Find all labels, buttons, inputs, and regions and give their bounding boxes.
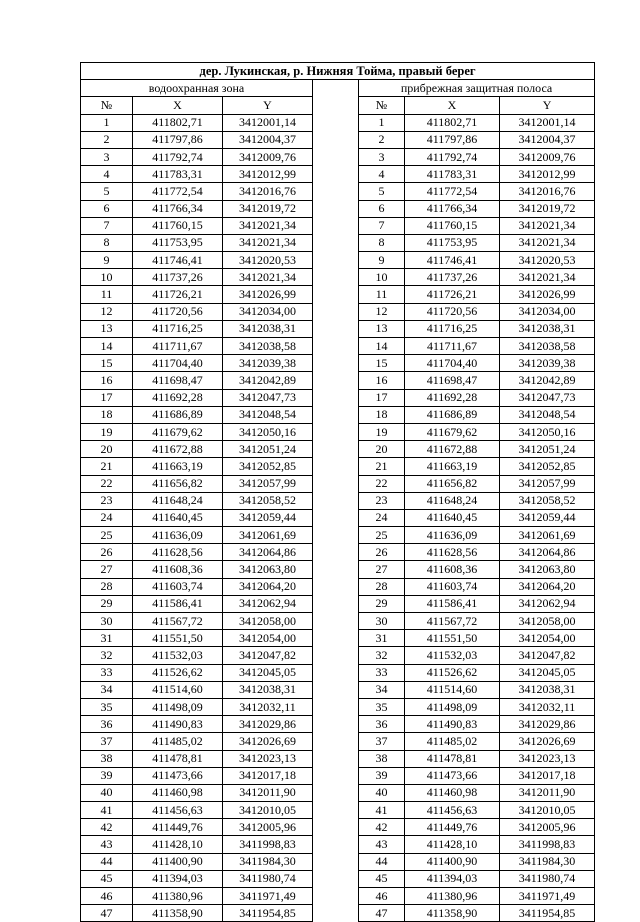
right-x-cell: 411716,25	[405, 320, 500, 337]
left-y-cell: 3412047,73	[223, 389, 313, 406]
right-y-cell: 3411954,85	[500, 905, 595, 922]
left-x-cell: 411498,09	[133, 698, 223, 715]
left-number-cell: 42	[81, 819, 133, 836]
right-x-cell: 411526,62	[405, 664, 500, 681]
right-y-cell: 3412012,99	[500, 166, 595, 183]
left-x-cell: 411737,26	[133, 269, 223, 286]
left-x-cell: 411656,82	[133, 475, 223, 492]
left-number-cell: 16	[81, 372, 133, 389]
left-number-cell: 23	[81, 492, 133, 509]
left-y-cell: 3412039,38	[223, 355, 313, 372]
left-y-cell: 3412062,94	[223, 595, 313, 612]
right-x-cell: 411648,24	[405, 492, 500, 509]
right-y-cell: 3412021,34	[500, 217, 595, 234]
left-y-cell: 3412034,00	[223, 303, 313, 320]
right-number-cell: 43	[359, 836, 405, 853]
left-x-cell: 411394,03	[133, 870, 223, 887]
left-x-cell: 411698,47	[133, 372, 223, 389]
left-y-cell: 3412064,86	[223, 544, 313, 561]
right-number-cell: 25	[359, 527, 405, 544]
right-number-cell: 22	[359, 475, 405, 492]
left-number-cell: 5	[81, 183, 133, 200]
left-y-cell: 3412042,89	[223, 372, 313, 389]
left-x-cell: 411586,41	[133, 595, 223, 612]
left-number-cell: 2	[81, 131, 133, 148]
left-number-cell: 20	[81, 441, 133, 458]
left-y-cell: 3412021,34	[223, 234, 313, 251]
right-number-cell: 14	[359, 338, 405, 355]
left-number-cell: 18	[81, 406, 133, 423]
right-y-cell: 3411984,30	[500, 853, 595, 870]
left-number-cell: 39	[81, 767, 133, 784]
left-y-cell: 3412021,34	[223, 217, 313, 234]
right-number-cell: 32	[359, 647, 405, 664]
right-number-cell: 39	[359, 767, 405, 784]
right-number-cell: 30	[359, 613, 405, 630]
right-y-cell: 3412009,76	[500, 148, 595, 165]
right-number-cell: 37	[359, 733, 405, 750]
right-y-header: Y	[500, 97, 595, 114]
right-x-cell: 411753,95	[405, 234, 500, 251]
left-y-cell: 3411984,30	[223, 853, 313, 870]
left-x-cell: 411679,62	[133, 423, 223, 440]
right-number-cell: 29	[359, 595, 405, 612]
right-number-cell: 5	[359, 183, 405, 200]
left-y-header: Y	[223, 97, 313, 114]
right-x-cell: 411692,28	[405, 389, 500, 406]
left-y-cell: 3412021,34	[223, 269, 313, 286]
left-x-cell: 411551,50	[133, 630, 223, 647]
right-y-cell: 3412051,24	[500, 441, 595, 458]
left-number-cell: 14	[81, 338, 133, 355]
right-x-cell: 411704,40	[405, 355, 500, 372]
left-y-cell: 3411998,83	[223, 836, 313, 853]
left-number-cell: 32	[81, 647, 133, 664]
right-y-cell: 3412059,44	[500, 509, 595, 526]
right-x-cell: 411746,41	[405, 252, 500, 269]
left-y-cell: 3412026,99	[223, 286, 313, 303]
right-number-cell: 45	[359, 870, 405, 887]
left-x-cell: 411490,83	[133, 716, 223, 733]
right-x-cell: 411380,96	[405, 888, 500, 905]
right-y-cell: 3411980,74	[500, 870, 595, 887]
right-y-cell: 3412064,20	[500, 578, 595, 595]
left-y-cell: 3412047,82	[223, 647, 313, 664]
right-number-cell: 23	[359, 492, 405, 509]
right-y-cell: 3412062,94	[500, 595, 595, 612]
right-number-cell: 24	[359, 509, 405, 526]
left-y-cell: 3412004,37	[223, 131, 313, 148]
left-x-cell: 411636,09	[133, 527, 223, 544]
right-number-cell: 35	[359, 698, 405, 715]
left-number-cell: 6	[81, 200, 133, 217]
right-y-cell: 3412058,52	[500, 492, 595, 509]
left-x-cell: 411400,90	[133, 853, 223, 870]
left-y-cell: 3412012,99	[223, 166, 313, 183]
right-y-cell: 3411998,83	[500, 836, 595, 853]
right-x-cell: 411478,81	[405, 750, 500, 767]
right-y-cell: 3412001,14	[500, 114, 595, 131]
right-x-cell: 411460,98	[405, 784, 500, 801]
right-number-cell: 11	[359, 286, 405, 303]
left-x-cell: 411711,67	[133, 338, 223, 355]
right-x-cell: 411394,03	[405, 870, 500, 887]
right-number-cell: 38	[359, 750, 405, 767]
right-number-cell: 27	[359, 561, 405, 578]
right-number-cell: 47	[359, 905, 405, 922]
right-number-cell: 42	[359, 819, 405, 836]
left-y-cell: 3412052,85	[223, 458, 313, 475]
right-y-cell: 3412038,31	[500, 320, 595, 337]
left-x-cell: 411460,98	[133, 784, 223, 801]
right-x-cell: 411485,02	[405, 733, 500, 750]
right-x-cell: 411797,86	[405, 131, 500, 148]
left-y-cell: 3412058,52	[223, 492, 313, 509]
left-y-cell: 3411971,49	[223, 888, 313, 905]
right-y-cell: 3412048,54	[500, 406, 595, 423]
right-x-cell: 411711,67	[405, 338, 500, 355]
right-number-cell: 4	[359, 166, 405, 183]
left-number-cell: 27	[81, 561, 133, 578]
right-number-cell: 3	[359, 148, 405, 165]
right-x-cell: 411772,54	[405, 183, 500, 200]
left-x-cell: 411797,86	[133, 131, 223, 148]
right-number-cell: 9	[359, 252, 405, 269]
left-y-cell: 3412059,44	[223, 509, 313, 526]
left-y-cell: 3412032,11	[223, 698, 313, 715]
right-y-cell: 3412058,00	[500, 613, 595, 630]
left-y-cell: 3412010,05	[223, 802, 313, 819]
right-number-cell: 7	[359, 217, 405, 234]
right-number-cell: 12	[359, 303, 405, 320]
right-y-cell: 3412064,86	[500, 544, 595, 561]
right-number-cell: 15	[359, 355, 405, 372]
right-number-cell: 41	[359, 802, 405, 819]
left-number-cell: 11	[81, 286, 133, 303]
left-number-cell: 33	[81, 664, 133, 681]
right-y-cell: 3412057,99	[500, 475, 595, 492]
right-y-cell: 3412005,96	[500, 819, 595, 836]
left-number-cell: 13	[81, 320, 133, 337]
left-y-cell: 3412045,05	[223, 664, 313, 681]
right-number-cell: 19	[359, 423, 405, 440]
right-x-cell: 411473,66	[405, 767, 500, 784]
left-number-cell: 31	[81, 630, 133, 647]
left-x-cell: 411358,90	[133, 905, 223, 922]
right-y-cell: 3412016,76	[500, 183, 595, 200]
left-number-cell: 41	[81, 802, 133, 819]
left-x-header: X	[133, 97, 223, 114]
left-y-cell: 3412054,00	[223, 630, 313, 647]
right-x-cell: 411640,45	[405, 509, 500, 526]
left-number-header: №	[81, 97, 133, 114]
left-number-cell: 8	[81, 234, 133, 251]
right-y-cell: 3412042,89	[500, 372, 595, 389]
left-number-cell: 7	[81, 217, 133, 234]
right-y-cell: 3412019,72	[500, 200, 595, 217]
left-x-cell: 411726,21	[133, 286, 223, 303]
left-number-cell: 19	[81, 423, 133, 440]
left-y-cell: 3412063,80	[223, 561, 313, 578]
left-y-cell: 3412048,54	[223, 406, 313, 423]
zone-header-row	[81, 80, 595, 97]
left-x-cell: 411753,95	[133, 234, 223, 251]
left-number-cell: 25	[81, 527, 133, 544]
left-x-cell: 411514,60	[133, 681, 223, 698]
left-y-cell: 3412020,53	[223, 252, 313, 269]
left-y-cell: 3412026,69	[223, 733, 313, 750]
left-x-cell: 411473,66	[133, 767, 223, 784]
left-x-cell: 411485,02	[133, 733, 223, 750]
coordinates-table-body	[81, 63, 595, 922]
right-x-cell: 411586,41	[405, 595, 500, 612]
right-y-cell: 3412061,69	[500, 527, 595, 544]
coordinates-sheet	[80, 62, 594, 922]
left-number-cell: 28	[81, 578, 133, 595]
left-y-cell: 3412050,16	[223, 423, 313, 440]
right-x-cell: 411726,21	[405, 286, 500, 303]
right-number-cell: 1	[359, 114, 405, 131]
left-number-cell: 22	[81, 475, 133, 492]
left-x-cell: 411648,24	[133, 492, 223, 509]
left-number-cell: 4	[81, 166, 133, 183]
right-x-cell: 411358,90	[405, 905, 500, 922]
right-number-cell: 17	[359, 389, 405, 406]
left-x-cell: 411640,45	[133, 509, 223, 526]
left-y-cell: 3412019,72	[223, 200, 313, 217]
title-row	[81, 63, 595, 80]
right-y-cell: 3412032,11	[500, 698, 595, 715]
right-x-cell: 411802,71	[405, 114, 500, 131]
left-number-cell: 3	[81, 148, 133, 165]
right-y-cell: 3412023,13	[500, 750, 595, 767]
right-x-cell: 411428,10	[405, 836, 500, 853]
left-number-cell: 29	[81, 595, 133, 612]
left-x-cell: 411526,62	[133, 664, 223, 681]
coordinates-table	[80, 62, 595, 922]
right-number-cell: 33	[359, 664, 405, 681]
right-number-cell: 2	[359, 131, 405, 148]
right-y-cell: 3412004,37	[500, 131, 595, 148]
right-number-cell: 34	[359, 681, 405, 698]
left-number-cell: 12	[81, 303, 133, 320]
right-y-cell: 3412021,34	[500, 269, 595, 286]
left-x-cell: 411449,76	[133, 819, 223, 836]
right-x-cell: 411400,90	[405, 853, 500, 870]
right-x-cell: 411456,63	[405, 802, 500, 819]
right-x-cell: 411663,19	[405, 458, 500, 475]
right-x-cell: 411603,74	[405, 578, 500, 595]
right-number-header: №	[359, 97, 405, 114]
right-x-cell: 411766,34	[405, 200, 500, 217]
left-x-cell: 411672,88	[133, 441, 223, 458]
left-number-cell: 9	[81, 252, 133, 269]
left-x-cell: 411760,15	[133, 217, 223, 234]
left-number-cell: 37	[81, 733, 133, 750]
right-y-cell: 3412026,69	[500, 733, 595, 750]
right-number-cell: 16	[359, 372, 405, 389]
right-y-cell: 3412010,05	[500, 802, 595, 819]
right-number-cell: 20	[359, 441, 405, 458]
left-y-cell: 3411980,74	[223, 870, 313, 887]
column-separator	[313, 80, 359, 922]
left-y-cell: 3412016,76	[223, 183, 313, 200]
left-x-cell: 411663,19	[133, 458, 223, 475]
right-number-cell: 40	[359, 784, 405, 801]
left-y-cell: 3412064,20	[223, 578, 313, 595]
left-x-cell: 411608,36	[133, 561, 223, 578]
left-y-cell: 3412009,76	[223, 148, 313, 165]
left-number-cell: 17	[81, 389, 133, 406]
right-number-cell: 21	[359, 458, 405, 475]
right-x-cell: 411783,31	[405, 166, 500, 183]
right-x-cell: 411498,09	[405, 698, 500, 715]
right-x-cell: 411532,03	[405, 647, 500, 664]
left-x-cell: 411380,96	[133, 888, 223, 905]
left-y-cell: 3412051,24	[223, 441, 313, 458]
right-number-cell: 18	[359, 406, 405, 423]
right-number-cell: 8	[359, 234, 405, 251]
coastal-protection-strip-header: прибрежная защитная полоса	[359, 80, 595, 97]
left-x-cell: 411692,28	[133, 389, 223, 406]
left-y-cell: 3412058,00	[223, 613, 313, 630]
left-y-cell: 3412038,58	[223, 338, 313, 355]
left-number-cell: 43	[81, 836, 133, 853]
left-y-cell: 3412057,99	[223, 475, 313, 492]
right-y-cell: 3412034,00	[500, 303, 595, 320]
left-number-cell: 46	[81, 888, 133, 905]
right-number-cell: 26	[359, 544, 405, 561]
right-number-cell: 46	[359, 888, 405, 905]
right-x-cell: 411686,89	[405, 406, 500, 423]
right-x-cell: 411672,88	[405, 441, 500, 458]
right-y-cell: 3412047,82	[500, 647, 595, 664]
right-x-cell: 411490,83	[405, 716, 500, 733]
left-number-cell: 30	[81, 613, 133, 630]
left-x-cell: 411478,81	[133, 750, 223, 767]
left-number-cell: 38	[81, 750, 133, 767]
right-x-cell: 411679,62	[405, 423, 500, 440]
right-x-cell: 411737,26	[405, 269, 500, 286]
left-y-cell: 3412005,96	[223, 819, 313, 836]
right-x-cell: 411628,56	[405, 544, 500, 561]
right-number-cell: 36	[359, 716, 405, 733]
left-number-cell: 21	[81, 458, 133, 475]
left-x-cell: 411456,63	[133, 802, 223, 819]
left-x-cell: 411720,56	[133, 303, 223, 320]
left-y-cell: 3412061,69	[223, 527, 313, 544]
right-number-cell: 13	[359, 320, 405, 337]
right-y-cell: 3411971,49	[500, 888, 595, 905]
left-y-cell: 3412011,90	[223, 784, 313, 801]
left-number-cell: 40	[81, 784, 133, 801]
right-y-cell: 3412054,00	[500, 630, 595, 647]
left-x-cell: 411704,40	[133, 355, 223, 372]
water-protection-zone-header: водоохранная зона	[81, 80, 313, 97]
right-y-cell: 3412026,99	[500, 286, 595, 303]
right-x-cell: 411698,47	[405, 372, 500, 389]
right-y-cell: 3412039,38	[500, 355, 595, 372]
left-x-cell: 411772,54	[133, 183, 223, 200]
left-number-cell: 34	[81, 681, 133, 698]
right-y-cell: 3412020,53	[500, 252, 595, 269]
right-x-cell: 411792,74	[405, 148, 500, 165]
right-y-cell: 3412017,18	[500, 767, 595, 784]
right-number-cell: 44	[359, 853, 405, 870]
left-x-cell: 411686,89	[133, 406, 223, 423]
left-x-cell: 411802,71	[133, 114, 223, 131]
left-y-cell: 3412038,31	[223, 681, 313, 698]
left-number-cell: 45	[81, 870, 133, 887]
right-x-cell: 411608,36	[405, 561, 500, 578]
left-x-cell: 411783,31	[133, 166, 223, 183]
left-x-cell: 411792,74	[133, 148, 223, 165]
right-x-cell: 411720,56	[405, 303, 500, 320]
right-y-cell: 3412038,58	[500, 338, 595, 355]
right-y-cell: 3412045,05	[500, 664, 595, 681]
left-x-cell: 411716,25	[133, 320, 223, 337]
left-number-cell: 47	[81, 905, 133, 922]
left-y-cell: 3412001,14	[223, 114, 313, 131]
table-title: дер. Лукинская, р. Нижняя Тойма, правый берег	[81, 63, 595, 80]
left-x-cell: 411567,72	[133, 613, 223, 630]
left-y-cell: 3412038,31	[223, 320, 313, 337]
right-x-header: X	[405, 97, 500, 114]
right-y-cell: 3412052,85	[500, 458, 595, 475]
right-number-cell: 31	[359, 630, 405, 647]
right-number-cell: 6	[359, 200, 405, 217]
right-x-cell: 411636,09	[405, 527, 500, 544]
right-y-cell: 3412021,34	[500, 234, 595, 251]
left-y-cell: 3412023,13	[223, 750, 313, 767]
right-x-cell: 411551,50	[405, 630, 500, 647]
left-x-cell: 411428,10	[133, 836, 223, 853]
left-x-cell: 411532,03	[133, 647, 223, 664]
left-number-cell: 36	[81, 716, 133, 733]
left-y-cell: 3411954,85	[223, 905, 313, 922]
left-y-cell: 3412017,18	[223, 767, 313, 784]
left-y-cell: 3412029,86	[223, 716, 313, 733]
left-number-cell: 15	[81, 355, 133, 372]
left-x-cell: 411603,74	[133, 578, 223, 595]
right-number-cell: 28	[359, 578, 405, 595]
right-x-cell: 411514,60	[405, 681, 500, 698]
right-y-cell: 3412011,90	[500, 784, 595, 801]
left-number-cell: 44	[81, 853, 133, 870]
left-x-cell: 411766,34	[133, 200, 223, 217]
right-x-cell: 411760,15	[405, 217, 500, 234]
left-number-cell: 24	[81, 509, 133, 526]
right-x-cell: 411656,82	[405, 475, 500, 492]
left-number-cell: 35	[81, 698, 133, 715]
left-number-cell: 26	[81, 544, 133, 561]
left-x-cell: 411746,41	[133, 252, 223, 269]
right-x-cell: 411449,76	[405, 819, 500, 836]
right-y-cell: 3412029,86	[500, 716, 595, 733]
right-y-cell: 3412038,31	[500, 681, 595, 698]
right-y-cell: 3412063,80	[500, 561, 595, 578]
right-number-cell: 10	[359, 269, 405, 286]
right-y-cell: 3412050,16	[500, 423, 595, 440]
right-x-cell: 411567,72	[405, 613, 500, 630]
left-number-cell: 10	[81, 269, 133, 286]
left-x-cell: 411628,56	[133, 544, 223, 561]
right-y-cell: 3412047,73	[500, 389, 595, 406]
left-number-cell: 1	[81, 114, 133, 131]
